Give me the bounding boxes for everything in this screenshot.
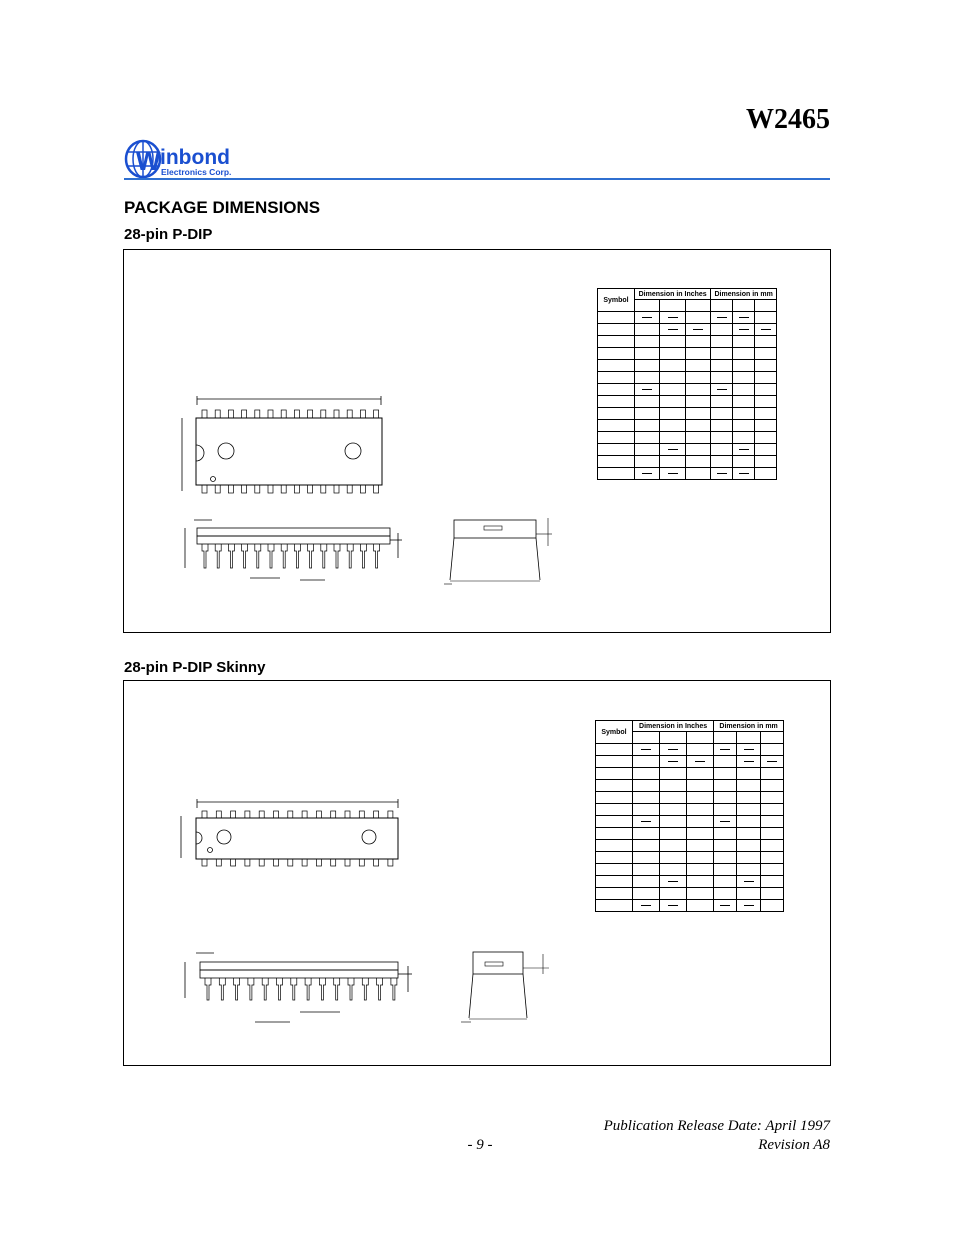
pin — [281, 485, 286, 493]
package-title-pdip-skinny: 28-pin P-DIP Skinny — [124, 659, 266, 676]
lead — [228, 544, 234, 568]
table-row — [598, 348, 777, 360]
lead — [308, 544, 314, 568]
pin — [321, 410, 326, 418]
pin — [216, 811, 221, 818]
pin — [202, 811, 207, 818]
pin — [331, 811, 336, 818]
winbond-logo — [124, 137, 264, 181]
pin — [255, 485, 260, 493]
pin — [331, 859, 336, 866]
table-row — [596, 840, 784, 852]
lead — [377, 978, 383, 1000]
lead — [255, 544, 261, 568]
dimension-table-pdip-skinny — [595, 720, 784, 912]
pin — [268, 410, 273, 418]
package-title-pdip: 28-pin P-DIP — [124, 226, 213, 243]
table-row — [598, 396, 777, 408]
pin — [321, 485, 326, 493]
table-row — [598, 372, 777, 384]
lead — [281, 544, 287, 568]
table-row — [598, 456, 777, 468]
pin — [374, 811, 379, 818]
table-row — [596, 864, 784, 876]
pdip-skinny-top-view — [176, 798, 406, 873]
pin — [347, 410, 352, 418]
lead — [321, 544, 327, 568]
pdip-side-view — [180, 518, 410, 593]
lead — [205, 978, 211, 1000]
pin — [242, 485, 247, 493]
logo-subtext: Electronics Corp. — [161, 167, 232, 177]
mm-header: Dimension in mm — [714, 721, 784, 732]
pin — [216, 859, 221, 866]
lead — [348, 978, 354, 1000]
pin — [231, 811, 236, 818]
pin — [316, 859, 321, 866]
pin — [228, 485, 233, 493]
inches-header: Dimension in Inches — [635, 289, 711, 300]
pdip-skinny-end-view — [455, 948, 555, 1028]
pin — [215, 410, 220, 418]
lead — [242, 544, 248, 568]
pin — [360, 485, 365, 493]
logo-wordmark: inbond — [160, 146, 230, 169]
pin — [268, 485, 273, 493]
dimension-table-pdip — [597, 288, 777, 480]
pdip-top-view — [178, 395, 388, 500]
pdip-end-view — [440, 514, 560, 589]
pin — [308, 485, 313, 493]
pin — [242, 410, 247, 418]
pin — [288, 859, 293, 866]
pin — [334, 485, 339, 493]
lead — [334, 544, 340, 568]
table-row — [596, 804, 784, 816]
winbond-globe-icon — [124, 137, 264, 181]
pin — [334, 410, 339, 418]
table-row — [598, 312, 777, 324]
table-row — [598, 360, 777, 372]
inches-header: Dimension in Inches — [633, 721, 714, 732]
lead — [374, 544, 380, 568]
lead — [360, 544, 366, 568]
pin — [228, 410, 233, 418]
page-number: - 9 - — [467, 1137, 493, 1153]
lead — [362, 978, 368, 1000]
lead — [248, 978, 254, 1000]
pin — [202, 859, 207, 866]
table-row — [596, 816, 784, 828]
lead — [291, 978, 297, 1000]
pin — [274, 811, 279, 818]
lead — [305, 978, 311, 1000]
publication-date: Publication Release Date: April 1997 — [603, 1118, 830, 1134]
lead — [234, 978, 240, 1000]
table-row — [596, 828, 784, 840]
pin — [294, 485, 299, 493]
pin — [374, 859, 379, 866]
lead — [219, 978, 225, 1000]
pin — [294, 410, 299, 418]
pin — [360, 410, 365, 418]
pin — [359, 859, 364, 866]
pin — [255, 410, 260, 418]
pin — [202, 410, 207, 418]
pin — [288, 811, 293, 818]
table-row — [596, 768, 784, 780]
pin — [259, 859, 264, 866]
pin — [388, 859, 393, 866]
table-row — [596, 744, 784, 756]
lead — [391, 978, 397, 1000]
pin — [245, 811, 250, 818]
pin — [374, 485, 379, 493]
table-row — [596, 780, 784, 792]
pin — [316, 811, 321, 818]
table-row — [596, 756, 784, 768]
symbol-header: Symbol — [598, 289, 635, 312]
lead — [268, 544, 274, 568]
pin — [245, 859, 250, 866]
pin — [345, 859, 350, 866]
table-row — [598, 408, 777, 420]
lead — [215, 544, 221, 568]
pin — [215, 485, 220, 493]
pin — [359, 811, 364, 818]
symbol-header: Symbol — [596, 721, 633, 744]
pin — [345, 811, 350, 818]
table-row — [598, 432, 777, 444]
pin — [308, 410, 313, 418]
table-row — [598, 468, 777, 480]
pin — [202, 485, 207, 493]
pin — [302, 859, 307, 866]
pin — [259, 811, 264, 818]
lead — [277, 978, 283, 1000]
pin — [231, 859, 236, 866]
revision: Revision A8 — [758, 1137, 830, 1153]
pin — [374, 410, 379, 418]
lead — [334, 978, 340, 1000]
lead — [319, 978, 325, 1000]
lead — [294, 544, 300, 568]
pdip-skinny-side-view — [180, 950, 425, 1030]
pin — [274, 859, 279, 866]
mm-header: Dimension in mm — [711, 289, 777, 300]
lead — [347, 544, 353, 568]
section-title: PACKAGE DIMENSIONS — [124, 198, 321, 217]
pin — [388, 811, 393, 818]
pin — [281, 410, 286, 418]
header-divider — [124, 178, 830, 180]
logo-initial: W — [136, 146, 161, 176]
table-row — [596, 792, 784, 804]
table-row — [598, 444, 777, 456]
table-row — [598, 420, 777, 432]
pin — [347, 485, 352, 493]
table-row — [598, 324, 777, 336]
lead — [202, 544, 208, 568]
table-row — [596, 852, 784, 864]
lead — [262, 978, 268, 1000]
table-row — [598, 336, 777, 348]
table-row — [598, 384, 777, 396]
pin — [302, 811, 307, 818]
table-row — [596, 900, 784, 912]
table-row — [596, 876, 784, 888]
part-number: W2465 — [746, 104, 830, 135]
table-row — [596, 888, 784, 900]
